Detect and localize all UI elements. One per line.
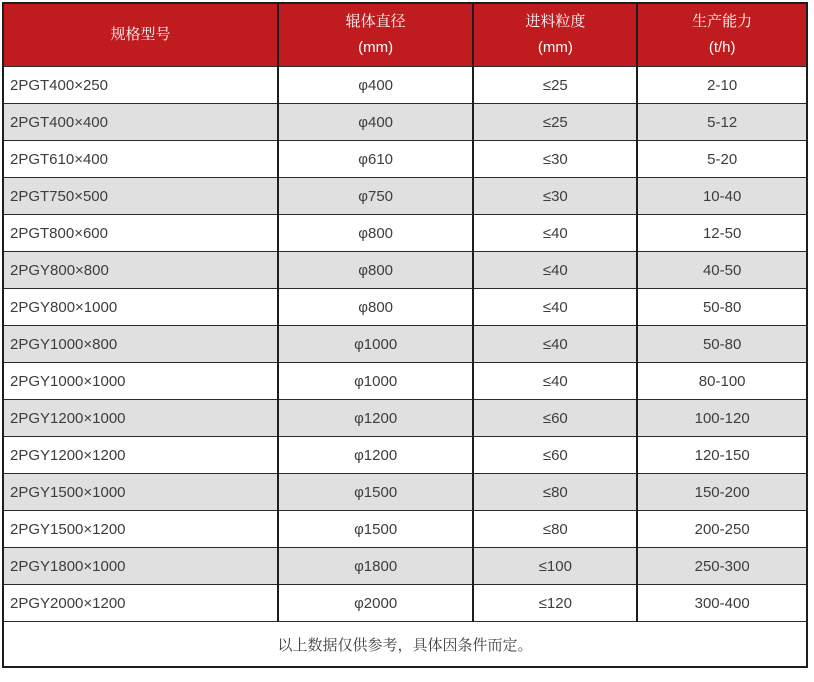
cell-roller-diameter: φ1200 <box>278 400 473 437</box>
cell-feed-size: ≤40 <box>473 252 637 289</box>
table-row <box>3 326 807 363</box>
table-row <box>3 400 807 437</box>
cell-roller-diameter: φ750 <box>278 178 473 215</box>
cell-feed-size: ≤40 <box>473 326 637 363</box>
cell-roller-diameter: φ1000 <box>278 326 473 363</box>
table-row <box>3 178 807 215</box>
cell-capacity: 50-80 <box>637 289 807 326</box>
cell-roller-diameter: φ400 <box>278 67 473 104</box>
cell-model: 2PGY1000×800 <box>3 326 278 363</box>
cell-model: 2PGY2000×1200 <box>3 585 278 622</box>
cell-feed-size: ≤100 <box>473 548 637 585</box>
header-model-label: 规格型号 <box>110 26 171 43</box>
cell-feed-size: ≤40 <box>473 215 637 252</box>
cell-capacity: 80-100 <box>637 363 807 400</box>
cell-model: 2PGY1200×1200 <box>3 437 278 474</box>
table-row <box>3 67 807 104</box>
cell-feed-size: ≤25 <box>473 67 637 104</box>
cell-model: 2PGT750×500 <box>3 178 278 215</box>
cell-roller-diameter: φ1800 <box>278 548 473 585</box>
cell-roller-diameter: φ800 <box>278 215 473 252</box>
cell-roller-diameter: φ610 <box>278 141 473 178</box>
table-row <box>3 511 807 548</box>
table-row <box>3 585 807 622</box>
cell-roller-diameter: φ400 <box>278 104 473 141</box>
cell-roller-diameter: φ2000 <box>278 585 473 622</box>
header-capacity-unit: (t/h) <box>708 39 736 56</box>
table-body <box>3 67 807 622</box>
cell-feed-size: ≤25 <box>473 104 637 141</box>
cell-feed-size: ≤80 <box>473 511 637 548</box>
cell-model: 2PGT610×400 <box>3 141 278 178</box>
footer-note: 以上数据仅供参考，具体因条件而定。 <box>3 622 807 668</box>
cell-capacity: 2-10 <box>637 67 807 104</box>
table-row <box>3 289 807 326</box>
cell-capacity: 40-50 <box>637 252 807 289</box>
table-row <box>3 548 807 585</box>
cell-capacity: 5-20 <box>637 141 807 178</box>
table-row <box>3 437 807 474</box>
header-feed-size-label: 进料粒度 <box>525 13 586 30</box>
cell-feed-size: ≤40 <box>473 363 637 400</box>
cell-capacity: 100-120 <box>637 400 807 437</box>
cell-feed-size: ≤40 <box>473 289 637 326</box>
header-feed-size <box>473 3 637 67</box>
header-feed-size-unit: (mm) <box>537 39 573 56</box>
header-model <box>3 3 278 67</box>
spec-table <box>2 2 808 668</box>
cell-feed-size: ≤30 <box>473 141 637 178</box>
header-capacity-label: 生产能力 <box>692 13 753 30</box>
cell-model: 2PGY1000×1000 <box>3 363 278 400</box>
cell-roller-diameter: φ1500 <box>278 511 473 548</box>
header-roller-diameter-label: 辊体直径 <box>345 13 406 30</box>
cell-feed-size: ≤60 <box>473 437 637 474</box>
cell-capacity: 50-80 <box>637 326 807 363</box>
table-row <box>3 363 807 400</box>
cell-capacity: 10-40 <box>637 178 807 215</box>
cell-model: 2PGT400×250 <box>3 67 278 104</box>
table-row <box>3 252 807 289</box>
cell-model: 2PGY1500×1000 <box>3 474 278 511</box>
cell-capacity: 120-150 <box>637 437 807 474</box>
cell-feed-size: ≤80 <box>473 474 637 511</box>
footer-row <box>3 622 807 668</box>
cell-roller-diameter: φ1200 <box>278 437 473 474</box>
table-row <box>3 104 807 141</box>
table-row <box>3 141 807 178</box>
cell-capacity: 5-12 <box>637 104 807 141</box>
header-row <box>3 3 807 67</box>
cell-model: 2PGY800×800 <box>3 252 278 289</box>
cell-capacity: 300-400 <box>637 585 807 622</box>
table-footer <box>3 622 807 668</box>
table-header <box>3 3 807 67</box>
cell-feed-size: ≤30 <box>473 178 637 215</box>
cell-capacity: 12-50 <box>637 215 807 252</box>
cell-capacity: 250-300 <box>637 548 807 585</box>
cell-feed-size: ≤120 <box>473 585 637 622</box>
header-roller-diameter <box>278 3 473 67</box>
table-row <box>3 215 807 252</box>
cell-model: 2PGY800×1000 <box>3 289 278 326</box>
cell-roller-diameter: φ800 <box>278 252 473 289</box>
cell-model: 2PGY1500×1200 <box>3 511 278 548</box>
header-roller-diameter-unit: (mm) <box>358 39 394 56</box>
cell-roller-diameter: φ800 <box>278 289 473 326</box>
cell-model: 2PGT400×400 <box>3 104 278 141</box>
table-row <box>3 474 807 511</box>
cell-model: 2PGT800×600 <box>3 215 278 252</box>
cell-feed-size: ≤60 <box>473 400 637 437</box>
cell-capacity: 150-200 <box>637 474 807 511</box>
cell-roller-diameter: φ1000 <box>278 363 473 400</box>
cell-roller-diameter: φ1500 <box>278 474 473 511</box>
cell-model: 2PGY1800×1000 <box>3 548 278 585</box>
cell-model: 2PGY1200×1000 <box>3 400 278 437</box>
cell-capacity: 200-250 <box>637 511 807 548</box>
header-capacity <box>637 3 807 67</box>
